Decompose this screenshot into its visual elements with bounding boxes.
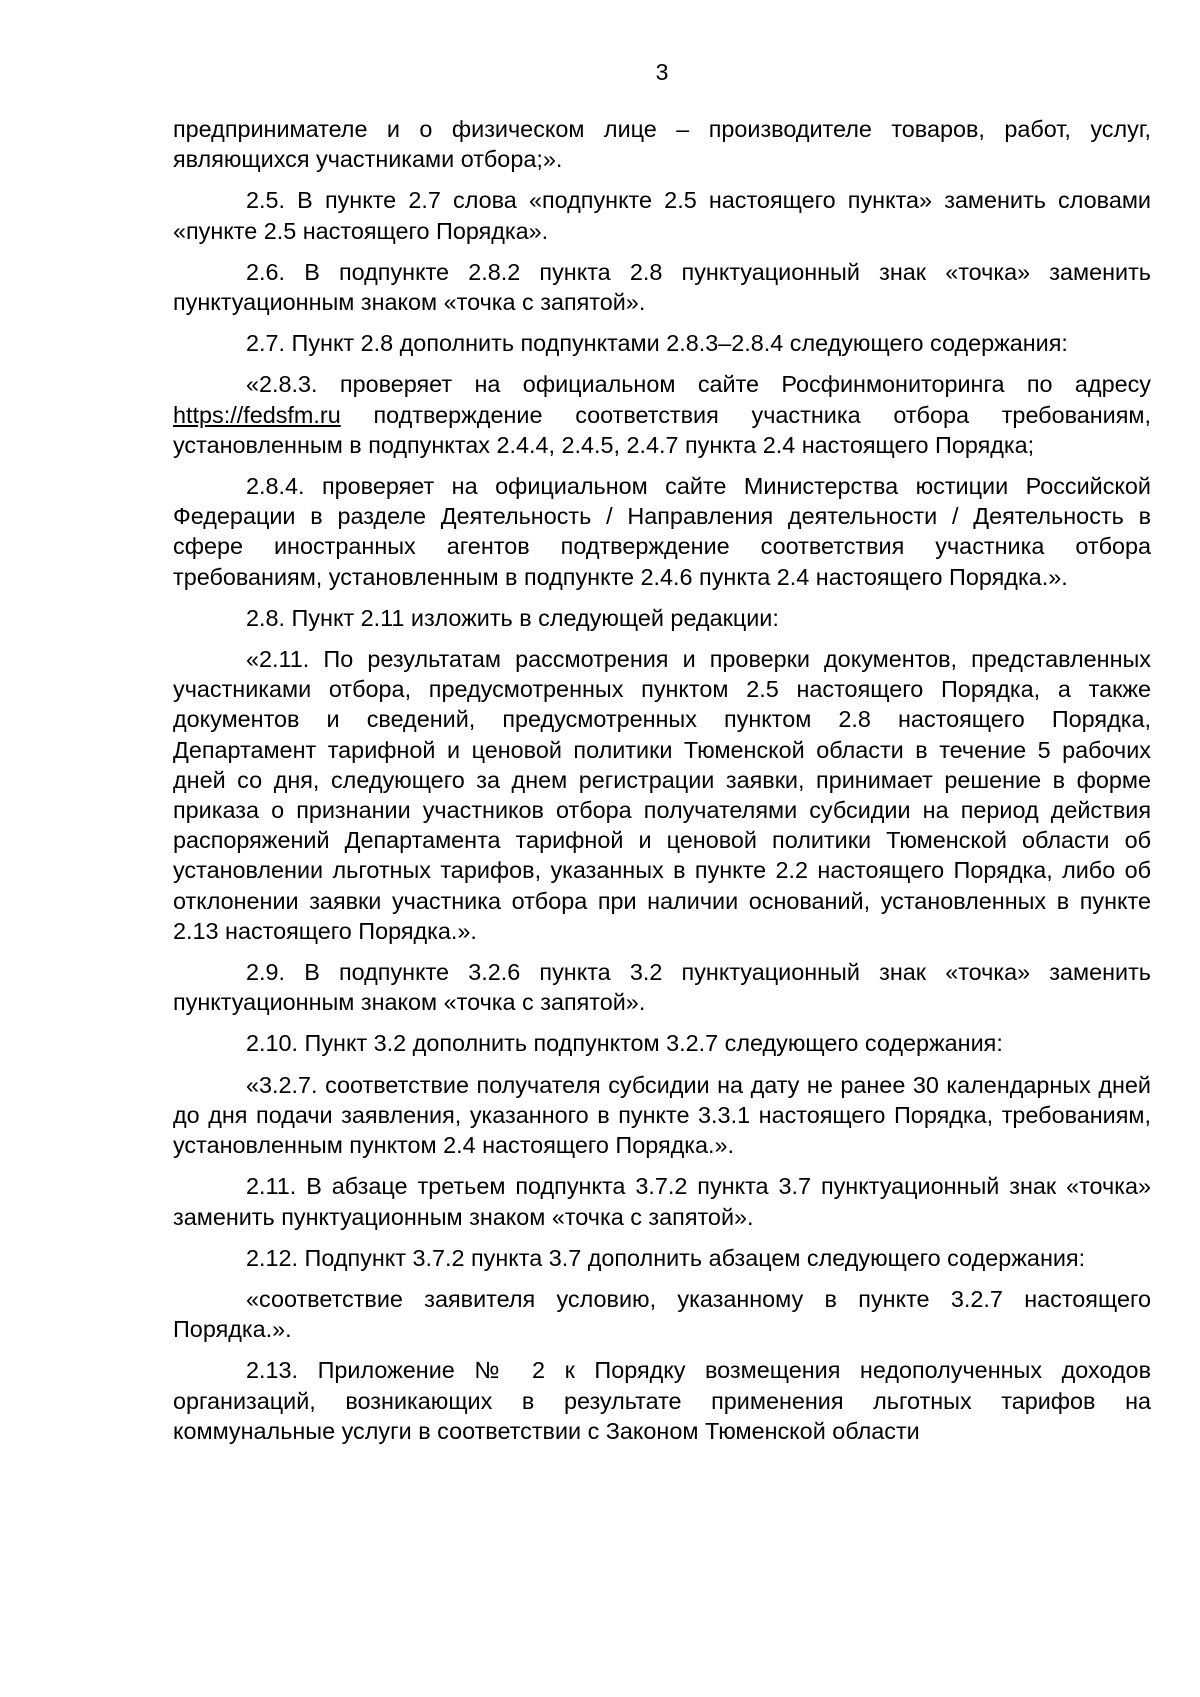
paragraph-2-11: 2.11. В абзаце третьем подпункта 3.7.2 пункта 3.7 пунктуационный знак «точка» заменить пунктуационным знаком «точка с запятой». [173, 1173, 1151, 1230]
page-number: 3 [655, 59, 669, 85]
paragraph-2-8-3-text-end: подтверждение соответствия участника отбора требованиям, установленным в подпунктах 2.4.4, 2.4.5, 2.4.7 пункта 2.4 настоящего Порядка; [173, 401, 1151, 458]
paragraph-2-8: 2.8. Пункт 2.11 изложить в следующей редакции: [246, 604, 779, 631]
paragraph-2-12: 2.12. Подпункт 3.7.2 пункта 3.7 дополнить абзацем следующего содержания: [246, 1244, 1086, 1271]
paragraph-2-5: 2.5. В пункте 2.7 слова «подпункте 2.5 настоящего пункта» заменить словами «пункте 2.5 настоящего Порядка». [173, 187, 1151, 244]
paragraph-2-10: 2.10. Пункт 3.2 дополнить подпунктом 3.2.7 следующего содержания: [246, 1030, 1003, 1057]
document-page [173, 0, 1151, 1697]
paragraph-2-6: 2.6. В подпункте 2.8.2 пункта 2.8 пунктуационный знак «точка» заменить пунктуационным знаком «точка с запятой». [173, 258, 1151, 316]
paragraph-new-abzac: «соответствие заявителя условию, указанному в пункте 3.2.7 настоящего Порядка.». [173, 1285, 1151, 1343]
paragraph-2-13: 2.13. Приложение № 2 к Порядку возмещения недополученных доходов организаций, возникающих в результате применения льготных тарифов на коммунальные услуги в соответствии с Законом Тюменской области [173, 1357, 1151, 1444]
document-body [173, 114, 1151, 1457]
paragraph-2-8-3-text-start: «2.8.3. проверяет на официальном сайте Росфинмониторинга по адресу [246, 371, 1151, 398]
paragraph-2-8-3 [173, 369, 1151, 460]
fedsfm-link[interactable]: https://fedsfm.ru [173, 401, 341, 428]
paragraph-2-8-4: 2.8.4. проверяет на официальном сайте Министерства юстиции Российской Федерации в разделе Деятельность / Направления деятельности / Деятельность в сфере иностранных агентов подтверждение соответствия участника отбора требованиям, установленным в подпункте 2.4.6 пункта 2.4 настоящего Порядка.». [173, 473, 1151, 590]
paragraph-3-2-7-text: «3.2.7. соответствие получателя субсидии на дату не ранее 30 календарных дней до дня подачи заявления, указанного в пункте 3.3.1 настоящего Порядка, требованиям, установленным пунктом 2.4 настоящего Порядка.». [173, 1071, 1151, 1159]
paragraph-continuation: предпринимателе и о физическом лице – производителе товаров, работ, услуг, являющихся участниками отбора;». [173, 116, 1151, 173]
paragraph-2-11-text: «2.11. По результатам рассмотрения и проверки документов, представленных участниками отбора, предусмотренных пунктом 2.5 настоящего Порядка, а также документов и сведений, предусмотренных пунктом 2.8 настоящего Порядка, Департамент тарифной и ценовой политики Тюменской области в течение 5 рабочих дней со дня, следующего за днем регистрации заявки, принимает решение в форме приказа о признании участников отбора получателями субсидии на период действия распоряжений Департамента тарифной и ценовой политики Тюменской области об установлении льготных тарифов, указанных в пункте 2.2 настоящего Порядка, либо об отклонении заявки участника отбора при наличии оснований, установленных в пункте 2.13 настоящего Порядка.». [173, 646, 1151, 944]
paragraph-2-7: 2.7. Пункт 2.8 дополнить подпунктами 2.8.3–2.8.4 следующего содержания: [246, 330, 1068, 357]
paragraph-2-9: 2.9. В подпункте 3.2.6 пункта 3.2 пунктуационный знак «точка» заменить пунктуационным знаком «точка с запятой». [173, 959, 1151, 1016]
